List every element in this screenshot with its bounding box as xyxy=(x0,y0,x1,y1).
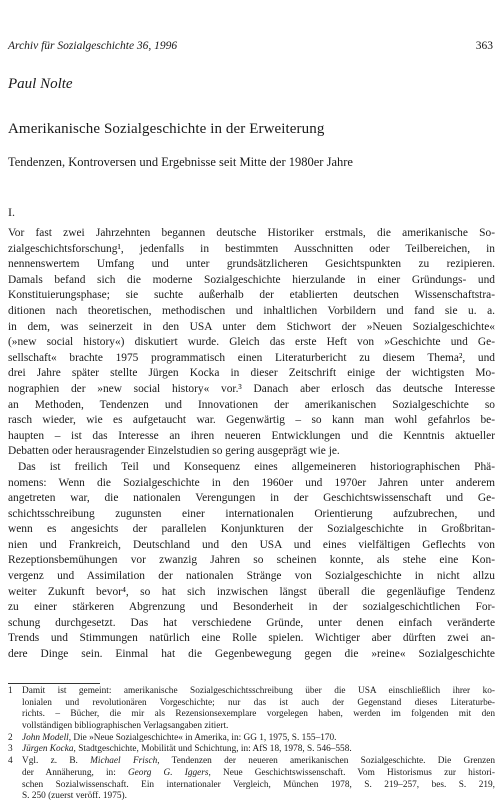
footnote-text: der Annäherung, in: xyxy=(22,767,128,778)
body-line: nien und Frankreich, Deutschland und den USA und eines vielfältigen Geflechts von xyxy=(8,538,495,551)
footnote-text: , Neue Geschichtswissenschaft. Vom Historismus zur histori- xyxy=(208,767,495,778)
article-title: Amerikanische Sozialgeschichte in der Erweiterung xyxy=(8,121,325,137)
body-line: Konstituierungsphase; sie suchte außerhalb der etablierten deutschen Wissenschaftstra- xyxy=(8,289,495,302)
body-line: rasch wieder, wie es aufgetaucht war. Gegenwärtig – so kann man wohl gefahrlos be- xyxy=(8,414,495,427)
body-line: zu einer stärkeren Abgrenzung und Besonderheit in der sozialgeschichtlichen For- xyxy=(8,601,495,614)
body-line: Rezeptionsbemühungen vor zwanzig Jahren so scheinen konnte, als stehe eine Kon- xyxy=(8,554,495,567)
section-heading: I. xyxy=(8,205,15,219)
footnote-text: Damit ist gemeint: amerikanische Sozialgeschichtsschreibung über die USA einschließlich ihrer ko- xyxy=(22,686,495,696)
body-line: nographien der »new social history« vor.³ Danach aber erlosch das deutsche Interesse xyxy=(8,382,495,395)
footnote-1-cont xyxy=(8,721,495,733)
body-line: wenn es angesichts der parallelen Konjunkturen der Sozialgeschichte in Großbritan- xyxy=(8,523,495,536)
body-line: angetreten war, die nationalen Verengungen in der Geschichtswissenschaft und Ge- xyxy=(8,492,495,505)
body-line: nomens: Wenn die Sozialgeschichte in den 1960er und 1970er Jahren unter anderem xyxy=(8,476,495,489)
footnote-3 xyxy=(8,744,495,756)
body-line: Trends und Stimmungen natürlich eine Rolle spielen. Wichtiger aber dürften zwei an- xyxy=(8,632,495,645)
body-line: Das ist freilich Teil und Konsequenz eines allgemeineren historiographischen Phä- xyxy=(18,460,495,473)
footnote-1 xyxy=(8,686,495,698)
footnote-2 xyxy=(8,733,495,745)
footnote-4-cont xyxy=(8,768,495,780)
body-line: sellschaft« brachte 1975 programmatisch einen Literaturbericht zu diesem Thema², und xyxy=(8,351,495,364)
footnote-4 xyxy=(8,756,495,768)
footnote-text: schen Sozialwissenschaft. Ein internationaler Vergleich, München 1978, S. 219–257, bes. S. 219, xyxy=(22,779,495,790)
page-number: 363 xyxy=(475,40,493,52)
body-line: schung durchgesetzt. Das hat verschiedene Gründe, unter denen einfach veränderte xyxy=(8,616,495,629)
footnote-rule xyxy=(8,683,100,684)
footnote-text: , Stadtgeschichte, Mobilität und Schichtung, in: AfS 18, 1978, S. 546–558. xyxy=(73,744,352,755)
footnote-4-cont xyxy=(8,780,495,792)
body-line: haupten – ist das Interesse an ihren neueren Entwicklungen und die Kenntnis aktueller xyxy=(8,429,495,442)
body-line: nennenswertem Umfang und unter grundsätzlicheren Gesichtspunkten zu rezipieren. xyxy=(8,258,495,271)
footnote-4-cont xyxy=(8,791,495,803)
footnote-number: 1 xyxy=(8,686,13,696)
footnote-text: vollständigen bibliographischen Verlagsangaben zitiert. xyxy=(22,721,229,732)
footnote-1-cont xyxy=(8,709,495,721)
body-line: vergenz und Assimilation der nationalen Stränge von Sozialgeschichte in nicht allzu xyxy=(8,570,495,583)
body-line: (»new social history«) diskutiert wurde. Gleich das erste Heft von »Geschichte und Ge- xyxy=(8,336,495,349)
body-line: Vor fast zwei Jahrzehnten begannen deutsche Historiker erstmals, die amerikanische So- xyxy=(8,227,495,239)
footnote-number: 3 xyxy=(8,744,13,755)
footnote-author: John Modell xyxy=(22,732,69,743)
body-line: weiter Zukunft bevor⁴, so hat sich inzwischen längst überall die gegenläufige Tendenz xyxy=(8,585,495,598)
body-line: Debatten oder herausragender Einzelstudien so gering ausgeprägt wie je. xyxy=(8,445,340,458)
footnote-number: 4 xyxy=(8,756,13,767)
body-line: Damals befand sich die moderne Sozialgeschichte hierzulande in einer Gründungs- und xyxy=(8,273,495,286)
footnote-text: lonialen und revolutionären Vorgeschichte; nur das ist auch der Gegenstand dieses Literaturbe- xyxy=(22,697,495,708)
body-line: an Methoden, Tendenzen und Innovationen der amerikanischen Sozialgeschichte so xyxy=(8,398,495,411)
footnote-author: Georg G. Iggers xyxy=(127,767,209,778)
footnote-number: 2 xyxy=(8,732,13,743)
footnote-text: richts. – Bücher, die mir als Rezensionsexemplare vorgelegen haben, werden im folgenden mit den xyxy=(22,709,495,720)
body-text xyxy=(8,226,495,663)
body-line: in dem, was seinerzeit in den USA unter dem Stichwort der »Neuen Sozialgeschichte« xyxy=(8,320,495,333)
journal-reference: Archiv für Sozialgeschichte 36, 1996 xyxy=(8,40,178,52)
article-subtitle: Tendenzen, Kontroversen und Ergebnisse seit Mitte der 1980er Jahre xyxy=(8,155,353,169)
footnote-text: S. 250 (zuerst veröff. 1975). xyxy=(22,791,127,802)
footnote-text: , Die »Neue Sozialgeschichte« in Amerika, in: GG 1, 1975, S. 155–170. xyxy=(68,732,337,743)
footnote-author: Michael Frisch xyxy=(90,756,158,767)
body-line: schichtsschreibung zugunsten einer internationalen Orientierung aufzubrechen, und xyxy=(8,507,495,520)
footnote-1-cont xyxy=(8,698,495,710)
footnote-text: Vgl. z. B. xyxy=(22,756,91,767)
footnote-text: , Tendenzen der neueren amerikanischen Sozialgeschichte. Die Grenzen xyxy=(157,756,495,767)
running-header xyxy=(8,40,493,54)
body-line: drei Jahre später stellte Jürgen Kocka in dieser Zeitschrift einige der wichtigsten Mo- xyxy=(8,367,495,380)
body-line: dere Dinge sein. Einmal hat die Gegenbewegung gegen die »reine« Sozialgeschichte xyxy=(8,648,495,661)
body-line: ditionen nach theoretischen, methodischen und inhaltlichen Vorbildern und fand sie u. a. xyxy=(8,304,495,317)
article-author: Paul Nolte xyxy=(8,76,73,92)
body-line: zialgeschichtsforschung¹, jedenfalls in bestimmten Ausschnitten oder Teilbereichen, in xyxy=(8,242,495,255)
footnotes xyxy=(8,686,495,803)
footnote-author: Jürgen Kocka xyxy=(22,744,74,755)
